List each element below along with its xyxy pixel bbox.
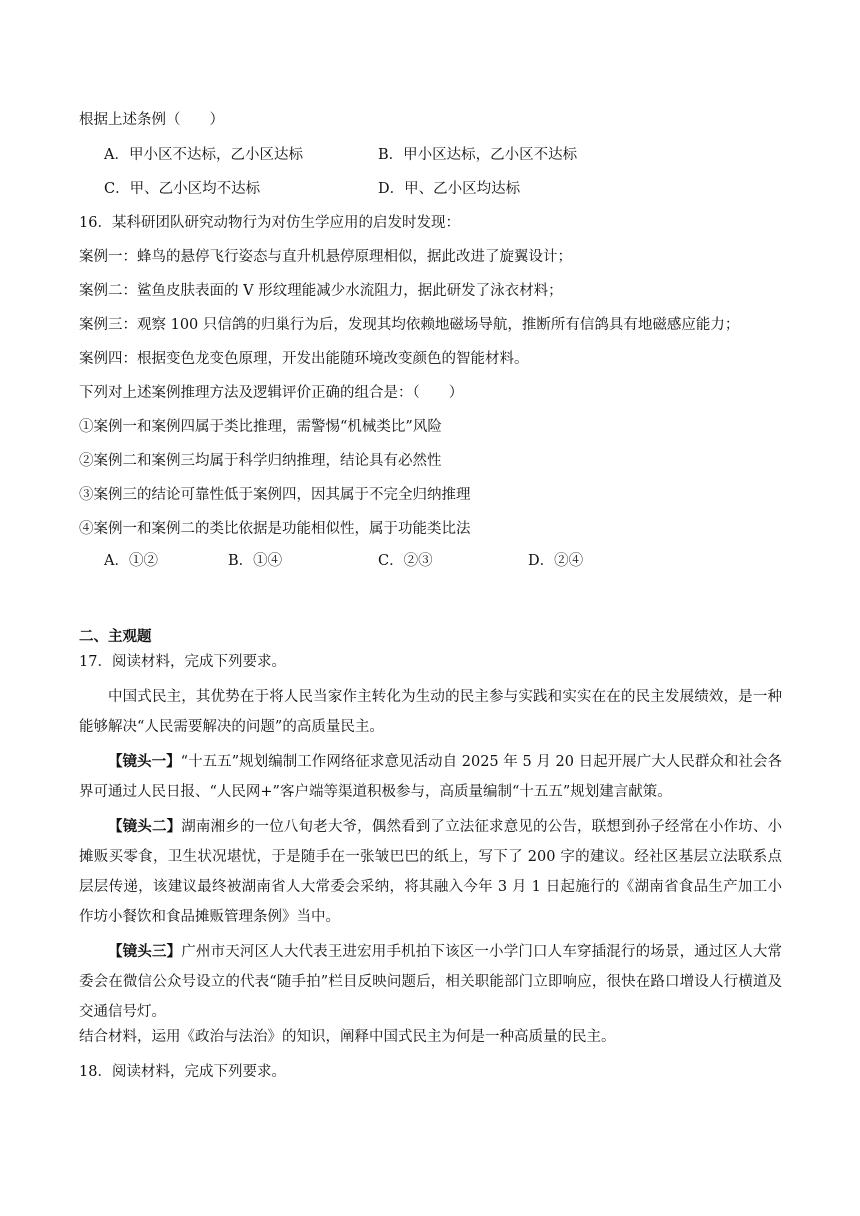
q15-option-d: D．甲、乙小区均达标 <box>378 181 521 197</box>
q17-intro: 中国式民主，其优势在于将人民当家作主转化为生动的民主参与实践和实实在在的民主发展绩效，是一种能够解决“人民需要解决的问题”的高质量民主。 <box>79 689 782 735</box>
q16-option-d: D．②④ <box>528 553 584 569</box>
q16-case-3: 案例三：观察 100 只信鸽的归巢行为后，发现其均依赖地磁场导航，推断所有信鸽具有地磁感应能力； <box>79 317 740 333</box>
q16-statement-3: ③案例三的结论可靠性低于案例四，因其属于不完全归纳推理 <box>79 487 471 503</box>
q16-case-4: 案例四：根据变色龙变色原理，开发出能随环境改变颜色的智能材料。 <box>79 351 529 367</box>
q17-shot-3 <box>79 937 782 1027</box>
q16-statement-4: ④案例一和案例二的类比依据是功能相似性，属于功能类比法 <box>79 521 471 537</box>
q16-option-b: B．①④ <box>228 553 283 569</box>
q15-option-b: B．甲小区达标，乙小区不达标 <box>378 147 578 163</box>
q16-case-2: 案例二：鲨鱼皮肤表面的 V 形纹理能减少水流阻力，据此研发了泳衣材料； <box>79 283 563 299</box>
q17-shot-3-label: 【镜头三】 <box>108 943 182 960</box>
q16-stem: 16．某科研团队研究动物行为对仿生学应用的启发时发现： <box>79 215 460 231</box>
q17-shot-2-text: 湖南湘乡的一位八旬老大爷，偶然看到了立法征求意见的公告，联想到孙子经常在小作坊、小摊贩买零食，卫生状况堪忧，于是随手在一张皱巴巴的纸上，写下了 200 字的建议。经社区基层立法联系点层层传递，该建议最终被湖南省人大常委会采纳，将其融入今年 3 月 1 日起施行的《湖南省食品生产加工小作坊小餐饮和食品摊贩管理条例》当中。 <box>79 819 782 925</box>
q17-shot-1 <box>79 747 782 807</box>
q17-shot-3-text: 广州市天河区人大代表王进宏用手机拍下该区一小学门口人车穿插混行的场景，通过区人大常委会在微信公众号设立的代表“随手拍”栏目反映问题后，相关职能部门立即响应，很快在路口增设人行横道及交通信号灯。 <box>79 944 782 1020</box>
q17-task: 结合材料，运用《政治与法治》的知识，阐释中国式民主为何是一种高质量的民主。 <box>79 1029 616 1045</box>
q15-option-a: A．甲小区不达标，乙小区达标 <box>104 147 303 163</box>
q17-shot-2-label: 【镜头二】 <box>108 818 182 835</box>
q18-stem: 18．阅读材料，完成下列要求。 <box>79 1064 286 1080</box>
q15-stem: 根据上述条例（ ） <box>79 112 224 128</box>
q16-case-1: 案例一：蜂鸟的悬停飞行姿态与直升机悬停原理相似，据此改进了旋翼设计； <box>79 249 572 265</box>
q16-option-c: C．②③ <box>378 553 433 569</box>
q16-statement-2: ②案例二和案例三均属于科学归纳推理，结论具有必然性 <box>79 453 442 469</box>
section-title: 二、主观题 <box>79 629 152 645</box>
q16-question: 下列对上述案例推理方法及逻辑评价正确的组合是：（ ） <box>79 385 464 401</box>
q17-shot-1-text: “十五五”规划编制工作网络征求意见活动自 2025 年 5 月 20 日起开展广大人民群众和社会各界可通过人民日报、“人民网+”客户端等渠道积极参与，高质量编制“十五五”规划建言献策。 <box>79 754 782 800</box>
q17-shot-2 <box>79 812 782 932</box>
q17-shot-1-label: 【镜头一】 <box>108 753 181 770</box>
q15-option-c: C．甲、乙小区均不达标 <box>104 181 261 197</box>
q17-stem: 17．阅读材料，完成下列要求。 <box>79 654 286 670</box>
q16-statement-1: ①案例一和案例四属于类比推理，需警惕“机械类比”风险 <box>79 419 442 435</box>
q16-option-a: A．①② <box>104 553 158 569</box>
